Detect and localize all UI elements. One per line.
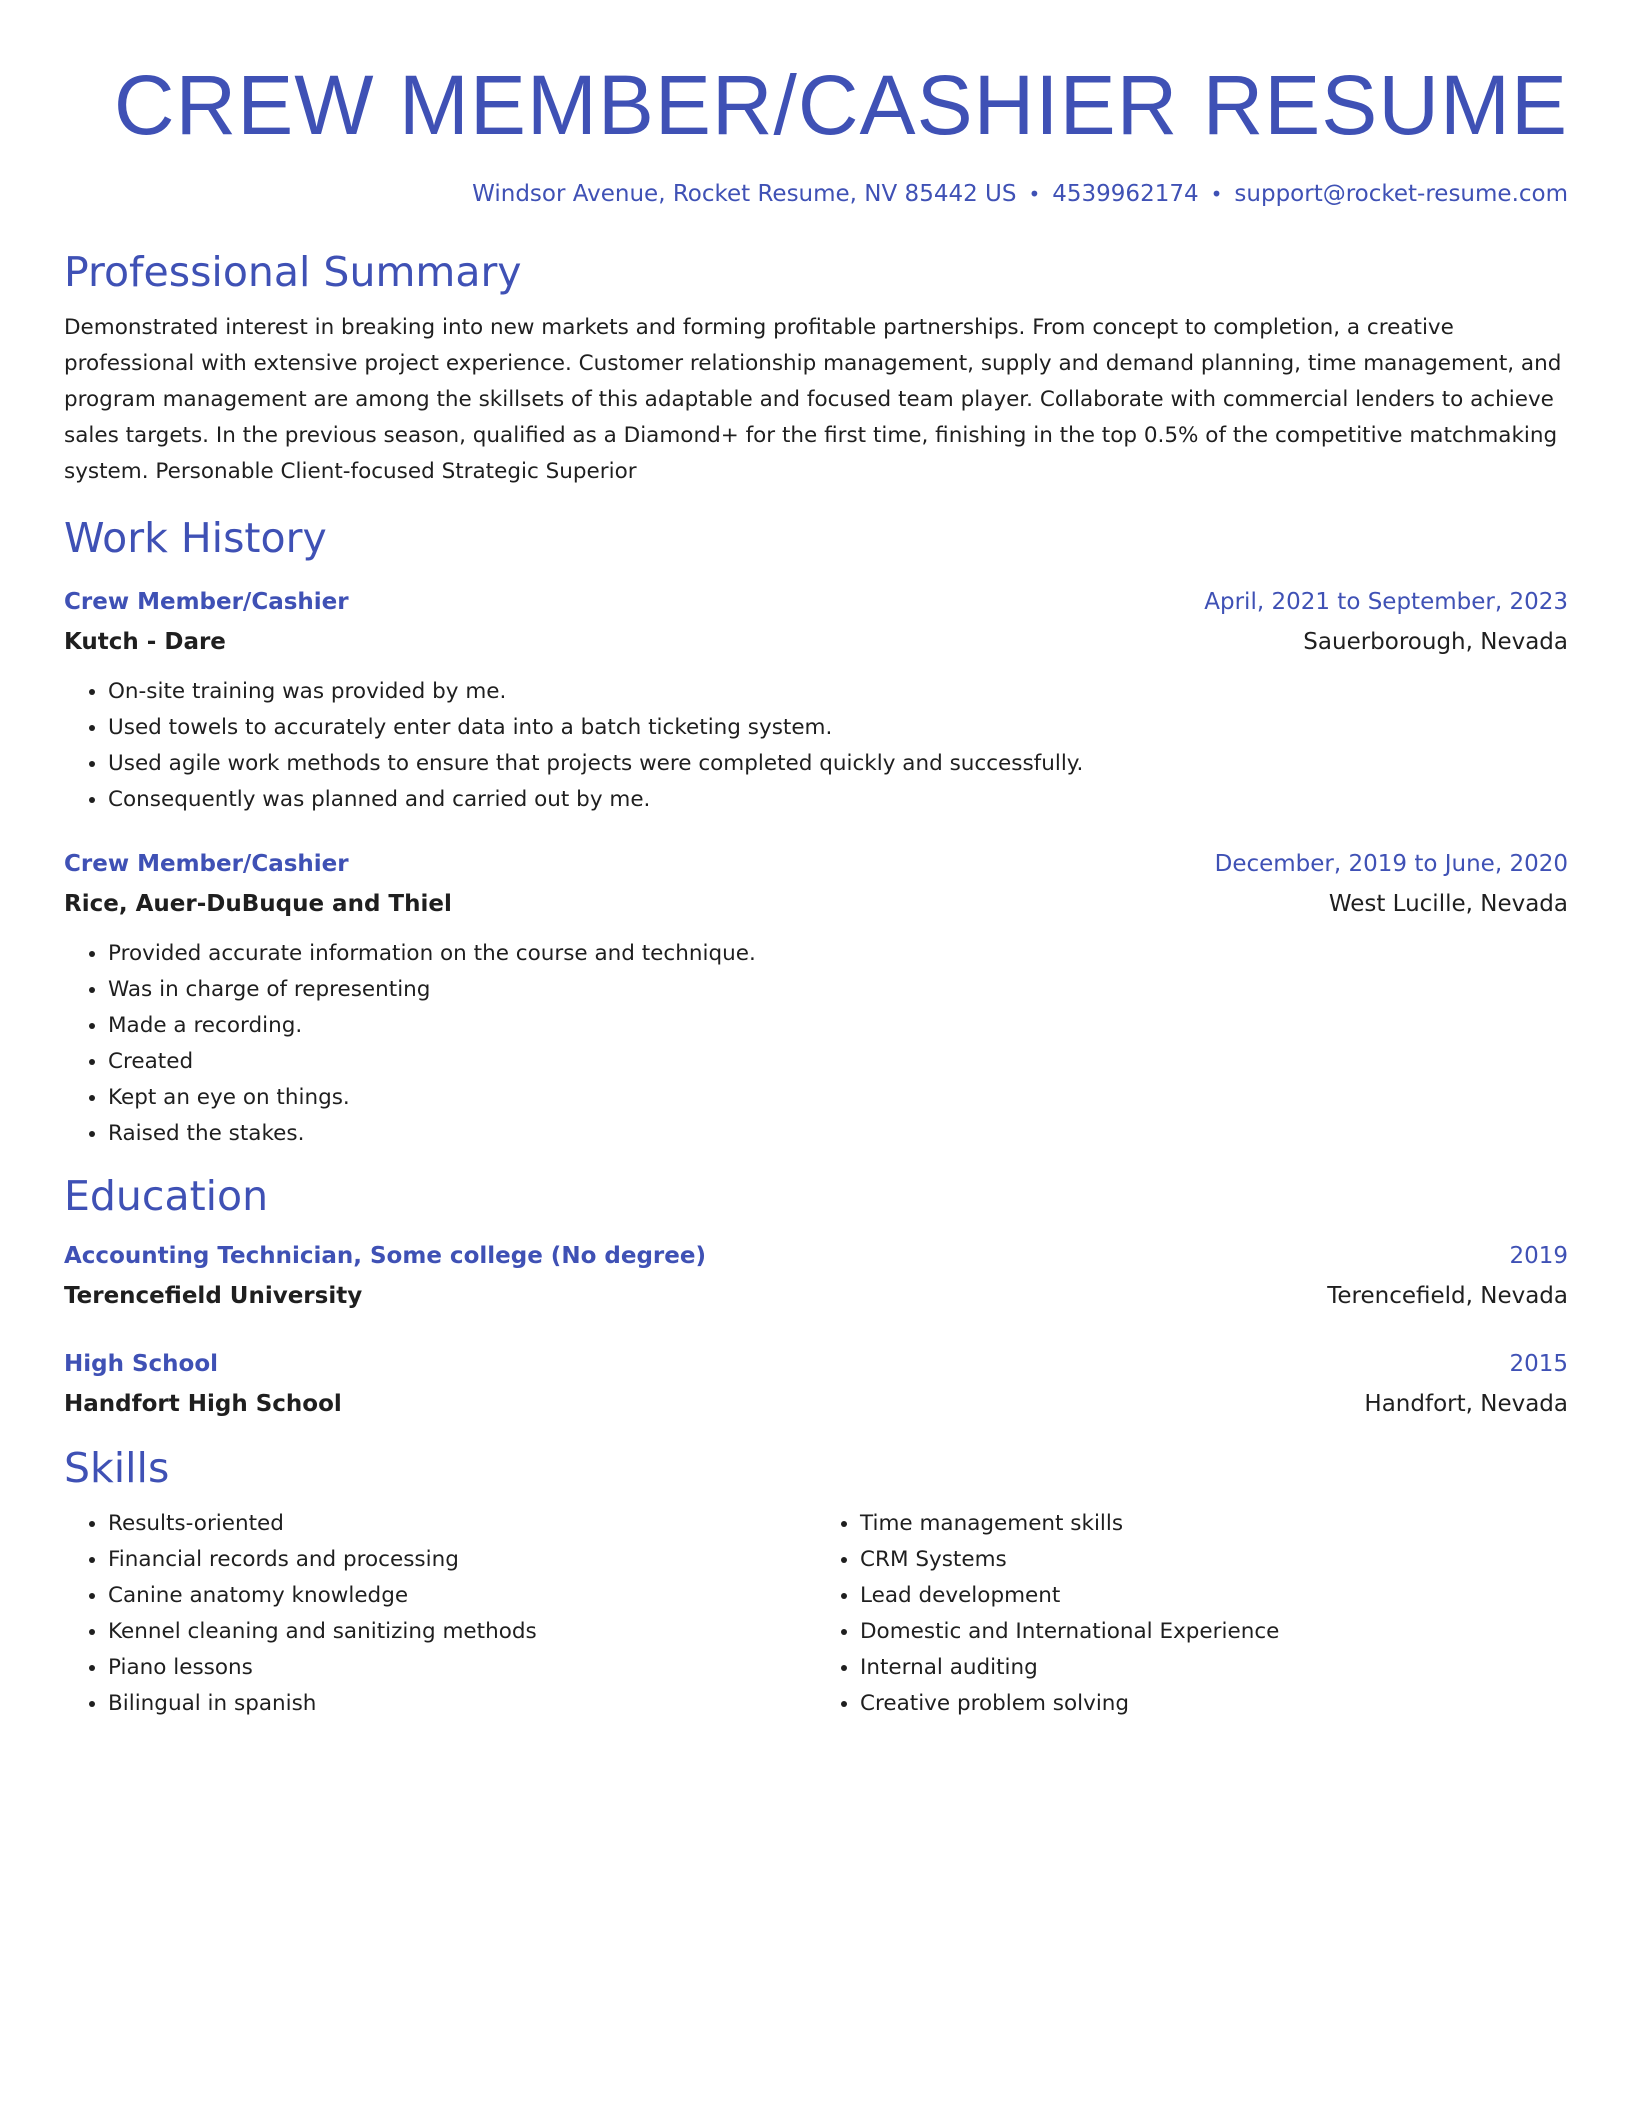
list-item: • Consequently was planned and carried out by me. — [108, 782, 1568, 818]
skills-column-right — [816, 1506, 1568, 1722]
contact-separator: • — [1028, 182, 1041, 206]
list-item: • Financial records and processing — [108, 1542, 816, 1578]
list-item: • On-site training was provided by me. — [108, 674, 1568, 710]
job-company-row — [64, 622, 1568, 662]
list-item: • Results-oriented — [108, 1506, 816, 1542]
skills-column-left — [64, 1506, 816, 1722]
contact-line — [64, 178, 1568, 210]
list-item: • Piano lessons — [108, 1650, 816, 1686]
job-location: Sauerborough, Nevada — [1303, 629, 1568, 655]
contact-phone: 4539962174 — [1052, 181, 1199, 207]
education-school: Handfort High School — [64, 1391, 342, 1417]
education-header-row — [64, 1236, 1568, 1276]
education-location: Terencefield, Nevada — [1327, 1283, 1568, 1309]
list-item: • Kennel cleaning and sanitizing methods — [108, 1614, 816, 1650]
section-title-summary: Professional Summary — [64, 248, 522, 296]
job-company: Rice, Auer-DuBuque and Thiel — [64, 891, 452, 917]
education-year: 2015 — [1509, 1351, 1568, 1377]
list-item: • Kept an eye on things. — [108, 1080, 1568, 1116]
skills-list — [64, 1506, 1568, 1722]
contact-address: Windsor Avenue, Rocket Resume, NV 85442 US — [472, 181, 1017, 207]
list-item: • Raised the stakes. — [108, 1116, 1568, 1152]
job-role: Crew Member/Cashier — [64, 589, 349, 615]
list-item: • Bilingual in spanish — [108, 1686, 816, 1722]
job-bullets — [64, 674, 1568, 818]
education-degree: Accounting Technician, Some college (No degree) — [64, 1243, 706, 1269]
list-item: • Was in charge of representing — [108, 972, 1568, 1008]
list-item: • CRM Systems — [860, 1542, 1568, 1578]
education-school-row — [64, 1384, 1568, 1424]
list-item: • Made a recording. — [108, 1008, 1568, 1044]
list-item: • Time management skills — [860, 1506, 1568, 1542]
job-header-row — [64, 582, 1568, 622]
job-company-row — [64, 884, 1568, 924]
job-dates: December, 2019 to June, 2020 — [1214, 851, 1568, 877]
list-item: • Used agile work methods to ensure that projects were completed quickly and successfully. — [108, 746, 1568, 782]
job-bullets — [64, 936, 1568, 1152]
job-role: Crew Member/Cashier — [64, 851, 349, 877]
list-item: • Provided accurate information on the course and technique. — [108, 936, 1568, 972]
job-entry — [64, 844, 1568, 1152]
education-year: 2019 — [1509, 1243, 1568, 1269]
list-item: • Domestic and International Experience — [860, 1614, 1568, 1650]
education-location: Handfort, Nevada — [1364, 1391, 1568, 1417]
list-item: • Canine anatomy knowledge — [108, 1578, 816, 1614]
resume-header — [64, 0, 1568, 210]
job-entry — [64, 582, 1568, 818]
list-item: • Created — [108, 1044, 1568, 1080]
section-title-skills: Skills — [64, 1444, 170, 1492]
contact-separator: • — [1210, 182, 1223, 206]
education-entry — [64, 1344, 1568, 1424]
education-entry — [64, 1236, 1568, 1316]
resume-title: CREW MEMBER/CASHIER RESUME — [113, 58, 1568, 152]
education-degree: High School — [64, 1351, 219, 1377]
job-dates: April, 2021 to September, 2023 — [1204, 589, 1568, 615]
section-title-work-history: Work History — [64, 514, 327, 562]
section-title-education: Education — [64, 1172, 269, 1220]
education-school: Terencefield University — [64, 1283, 363, 1309]
list-item: • Used towels to accurately enter data into a batch ticketing system. — [108, 710, 1568, 746]
education-school-row — [64, 1276, 1568, 1316]
job-company: Kutch - Dare — [64, 629, 226, 655]
summary-text: Demonstrated interest in breaking into new markets and forming profitable partnerships. From concept to completion, a creative professional with extensive project experience. Customer relationship management, supply and demand planning, time management, and program management are among the skillsets of this adaptable and focused team player. Collaborate with commercial lenders to achieve sales targets. In the previous season, qualified as a Diamond+ for the first time, finishing in the top 0.5% of the competitive matchmaking system. Personable Client-focused Strategic Superior — [64, 315, 1562, 484]
list-item: • Internal auditing — [860, 1650, 1568, 1686]
list-item: • Lead development — [860, 1578, 1568, 1614]
education-header-row — [64, 1344, 1568, 1384]
job-location: West Lucille, Nevada — [1328, 891, 1568, 917]
contact-email: support@rocket-resume.com — [1234, 181, 1568, 207]
job-header-row — [64, 844, 1568, 884]
list-item: • Creative problem solving — [860, 1686, 1568, 1722]
